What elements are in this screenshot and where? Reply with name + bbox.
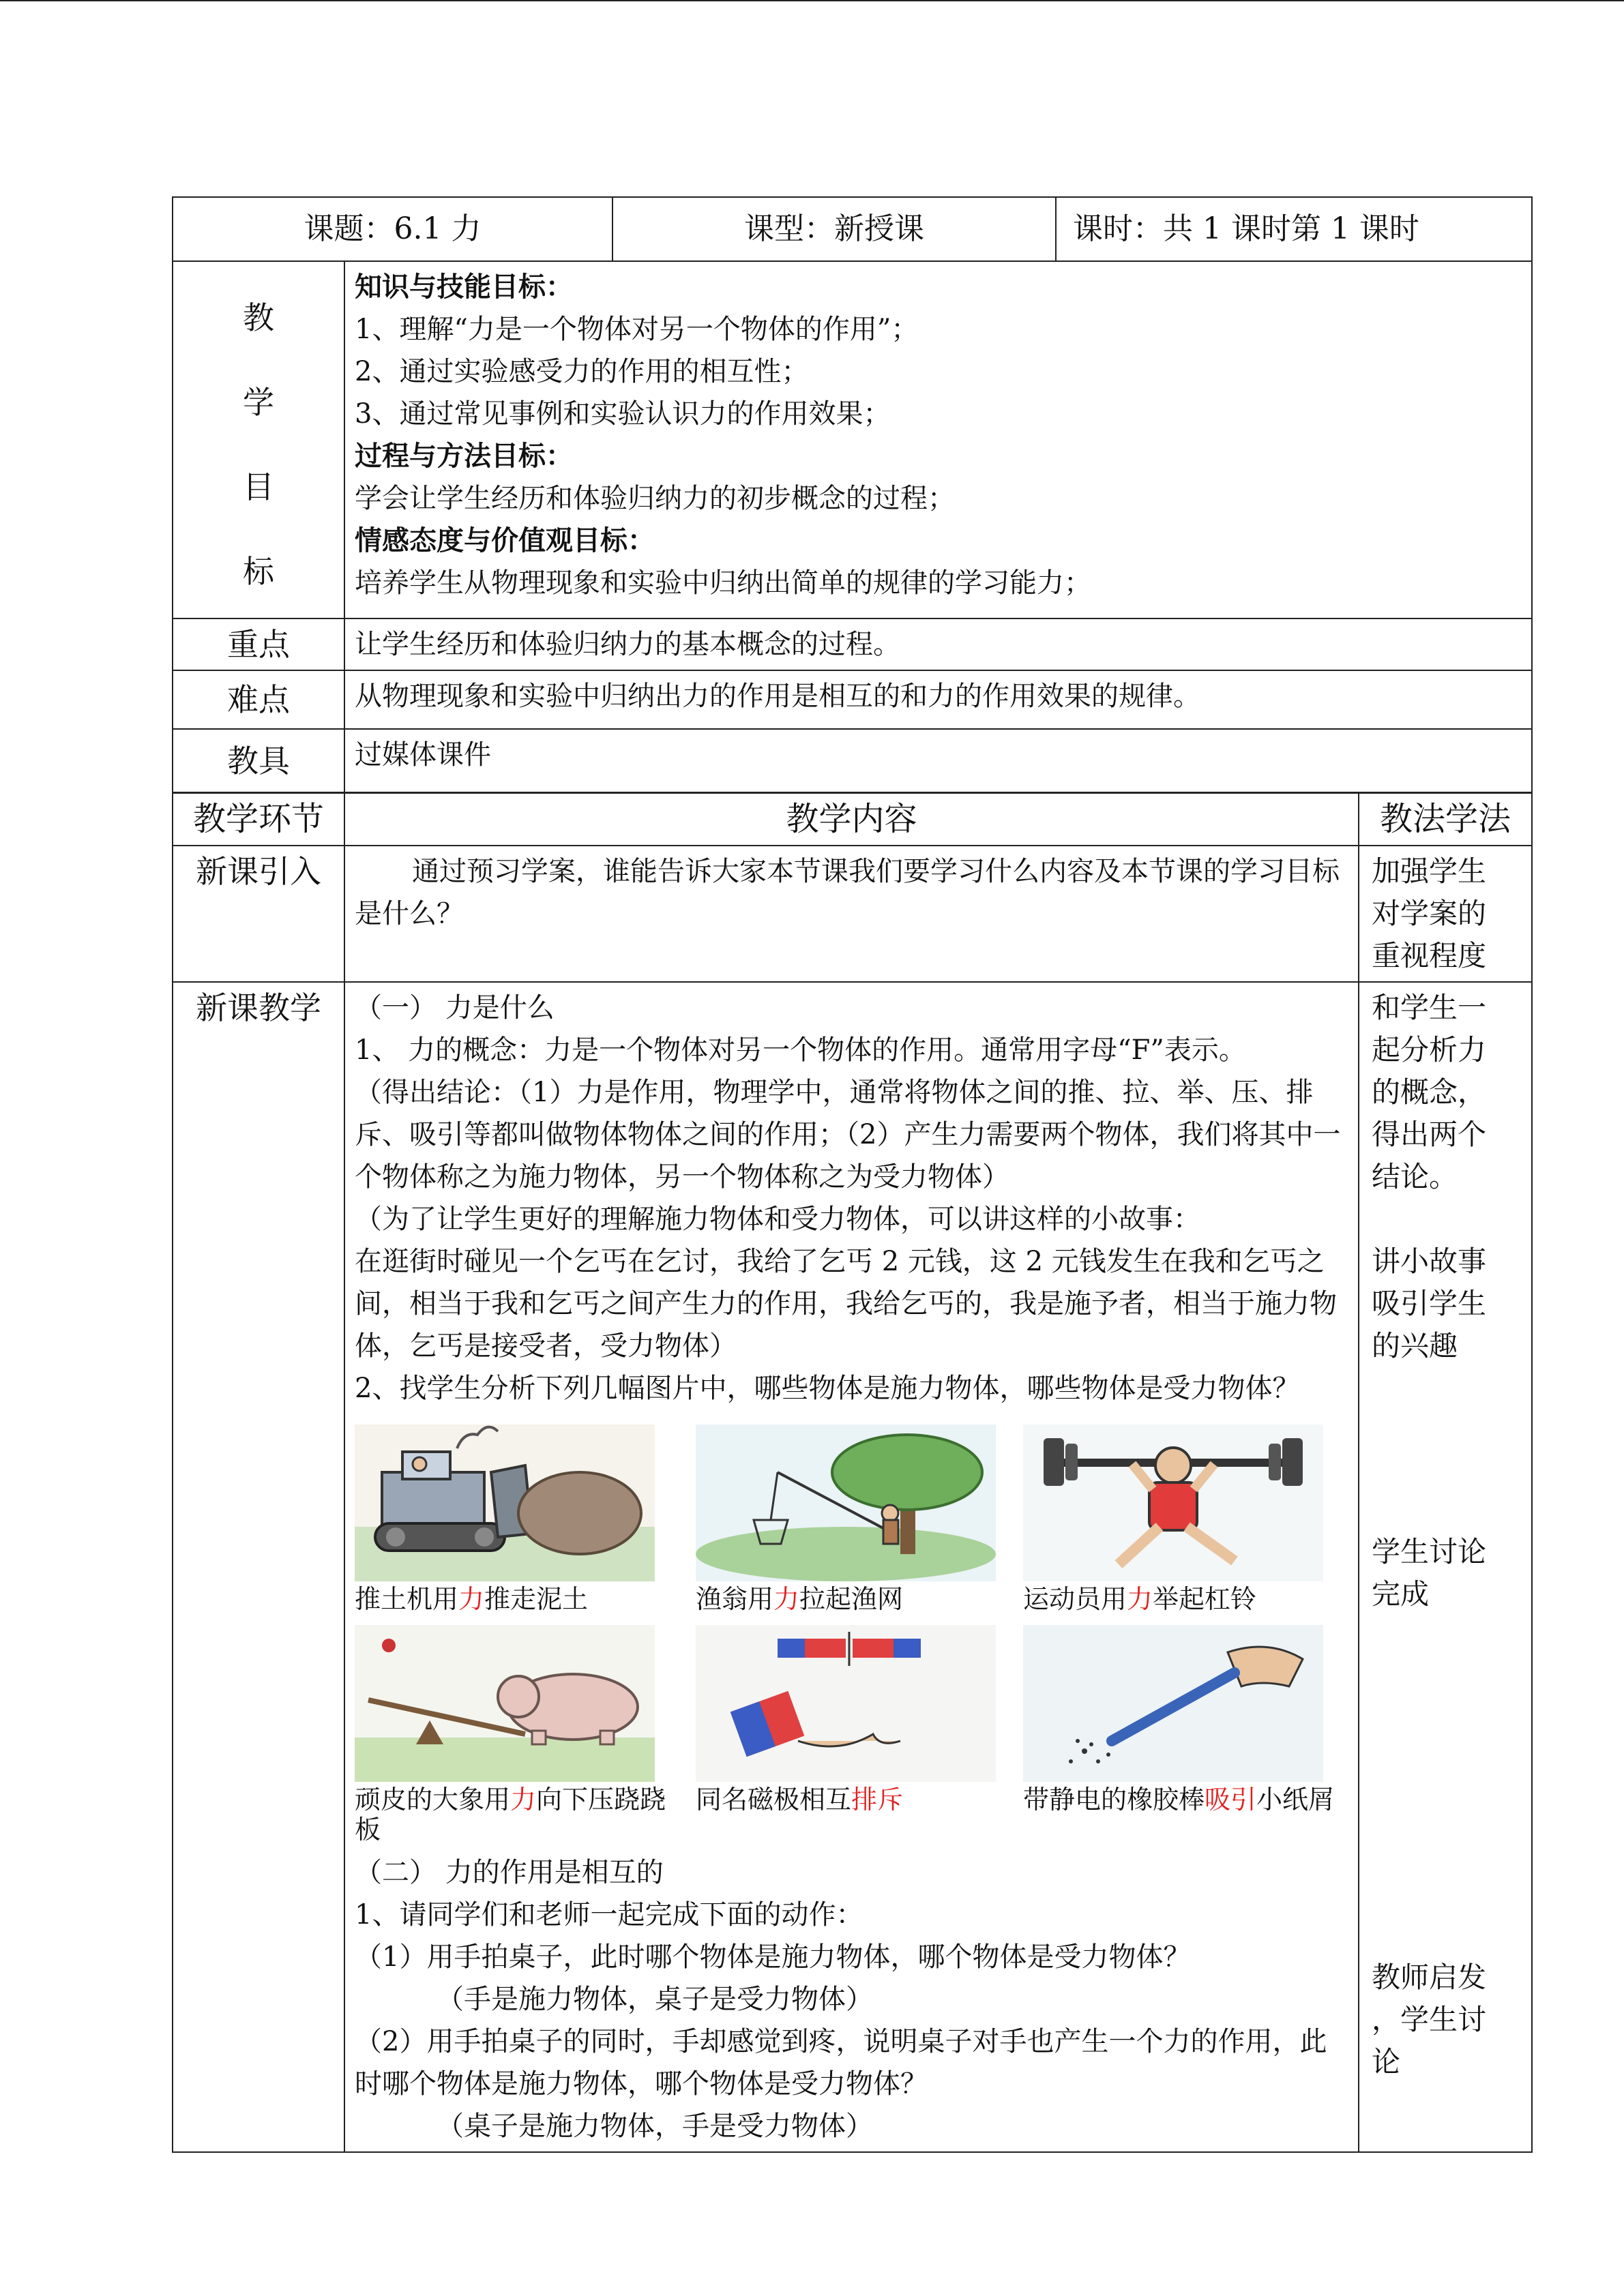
method-line: 得出两个 (1372, 1118, 1487, 1151)
key-point-label: 重点 (173, 618, 344, 670)
magnets-illustration (696, 1625, 996, 1782)
method-line: 起分析力 (1372, 1033, 1487, 1067)
illustration-bulldozer (355, 1425, 682, 1614)
label-char: 教 (243, 299, 274, 336)
process-item: 学会让学生经历和体验归纳力的初步概念的过程； (355, 482, 955, 514)
illustration-fisherman (696, 1425, 1009, 1614)
method-line: 论 (1372, 2045, 1401, 2078)
objectives-table (172, 260, 1533, 794)
difficulty-text: 从物理现象和实验中归纳出力的作用是相互的和力的作用效果的规律。 (344, 670, 1532, 729)
knowledge-title: 知识与技能目标： (355, 270, 573, 303)
elephant-illustration (355, 1625, 655, 1782)
lesson-line: 1、请同学们和老师一起完成下面的动作： (355, 1899, 863, 1930)
intro-step: 新课引入 (173, 846, 344, 982)
lesson-line: 在逛街时碰见一个乞丐在乞讨，我给了乞丐 2 元钱，这 2 元钱发生在我和乞丐之间，相当于我和乞丐之间产生力的作用，我给乞丐的，我是施予者，相当于施力物体，乞丐是接受者，受力物体） (355, 1246, 1337, 1362)
rubber-rod-illustration (1023, 1625, 1323, 1782)
method-line: 教师启发 (1372, 1960, 1487, 1994)
method-line: 对学案的 (1372, 897, 1487, 930)
lesson-line: （桌子是施力物体，手是受力物体） (437, 2111, 873, 2142)
objectives-label (173, 261, 344, 618)
lesson-line: （一） 力是什么 (355, 992, 555, 1024)
method-line: 的概念， (1372, 1075, 1487, 1109)
method-line: 讲小故事 (1372, 1244, 1487, 1278)
method-line: 重视程度 (1372, 939, 1487, 972)
attitude-title: 情感态度与价值观目标： (355, 524, 655, 556)
illustration-caption: 推土机用力推走泥土 (355, 1584, 589, 1614)
header-table (172, 196, 1533, 262)
objectives-content (344, 261, 1532, 618)
col-method-header: 教法学法 (1359, 792, 1532, 846)
lesson-line: （1）用手拍桌子，此时哪个物体是施力物体，哪个物体是受力物体？ (355, 1941, 1191, 1973)
method-line: 加强学生 (1372, 854, 1487, 888)
difficulty-label: 难点 (173, 670, 344, 729)
method-line: 吸引学生 (1372, 1287, 1487, 1320)
topic-cell: 课题：6.1 力 (173, 197, 612, 261)
attitude-item: 培养学生从物理现象和实验中归纳出简单的规律的学习能力； (355, 567, 1091, 599)
knowledge-item: 3、通过常见事例和实验认识力的作用效果； (355, 398, 891, 430)
knowledge-item: 2、通过实验感受力的作用的相互性； (355, 355, 809, 387)
lesson-step: 新课教学 (173, 982, 344, 2152)
method-line: 完成 (1372, 1577, 1430, 1611)
col-step-header: 教学环节 (173, 792, 344, 846)
lesson-line: （得出结论：（1）力是作用，物理学中，通常将物体之间的推、拉、举、压、排斥、吸引等都叫做物体物体之间的作用；（2）产生力需要两个物体，我们将其中一个物体称之为施力物体，另一个物体称之为受力物体） (355, 1077, 1341, 1193)
illustration-caption: 带静电的橡胶棒吸引小纸屑 (1023, 1785, 1335, 1815)
lesson-line: （2）用手拍桌子的同时，手却感觉到疼，说明桌子对手也产生一个力的作用，此时哪个物体是施力物体，哪个物体是受力物体？ (355, 2026, 1327, 2100)
intro-method (1359, 846, 1532, 982)
lesson-line: 1、 力的概念：力是一个物体对另一个物体的作用。通常用字母“F”表示。 (355, 1034, 1246, 1066)
lesson-hours-cell: 课时：共 1 课时第 1 课时 (1056, 197, 1532, 261)
label-char: 标 (243, 552, 274, 590)
illustration-caption: 同名磁极相互排斥 (696, 1785, 904, 1815)
weightlifter-illustration (1023, 1425, 1323, 1581)
illustration-grid (355, 1425, 1348, 1845)
knowledge-item: 1、理解“力是一个物体对另一个物体的作用”； (355, 313, 919, 345)
col-content-header: 教学内容 (344, 792, 1359, 846)
process-table (172, 792, 1533, 2153)
illustration-caption: 运动员用力举起杠铃 (1023, 1584, 1257, 1614)
lesson-plan-document (172, 196, 1531, 2153)
label-char: 目 (243, 468, 274, 505)
illustration-weightlifter (1023, 1425, 1350, 1614)
bulldozer-illustration (355, 1425, 655, 1581)
illustration-magnets (696, 1625, 1009, 1845)
lesson-line: 2、找学生分析下列几幅图片中，哪些物体是施力物体，哪些物体是受力物体？ (355, 1373, 1300, 1404)
tools-text: 过媒体课件 (344, 729, 1532, 793)
intro-text: 通过预习学案，谁能告诉大家本节课我们要学习什么内容及本节课的学习目标是什么？ (355, 856, 1340, 929)
tools-label: 教具 (173, 729, 344, 793)
lesson-method (1359, 982, 1532, 2152)
lesson-line: （二） 力的作用是相互的 (355, 1857, 664, 1888)
method-line: 结论。 (1372, 1160, 1458, 1193)
illustration-caption: 顽皮的大象用力向下压跷跷板 (355, 1785, 666, 1845)
label-char: 学 (243, 383, 274, 421)
illustration-rubber-rod (1023, 1625, 1350, 1845)
method-line: 和学生一 (1372, 991, 1487, 1024)
method-line: 的兴趣 (1372, 1329, 1458, 1362)
lesson-content (344, 982, 1359, 2152)
method-line: 学生讨论 (1372, 1535, 1487, 1568)
key-point-text: 让学生经历和体验归纳力的基本概念的过程。 (344, 618, 1532, 670)
lesson-type-cell: 课型：新授课 (612, 197, 1056, 261)
illustration-caption: 渔翁用力拉起渔网 (696, 1584, 904, 1614)
intro-content (344, 846, 1359, 982)
fisherman-illustration (696, 1425, 996, 1581)
method-line: ，学生讨 (1372, 2003, 1487, 2036)
lesson-line: （为了让学生更好的理解施力物体和受力物体，可以讲这样的小故事： (355, 1204, 1200, 1235)
process-title: 过程与方法目标： (355, 439, 573, 472)
lesson-line: （手是施力物体，桌子是受力物体） (437, 1984, 873, 2015)
illustration-elephant (355, 1625, 682, 1845)
